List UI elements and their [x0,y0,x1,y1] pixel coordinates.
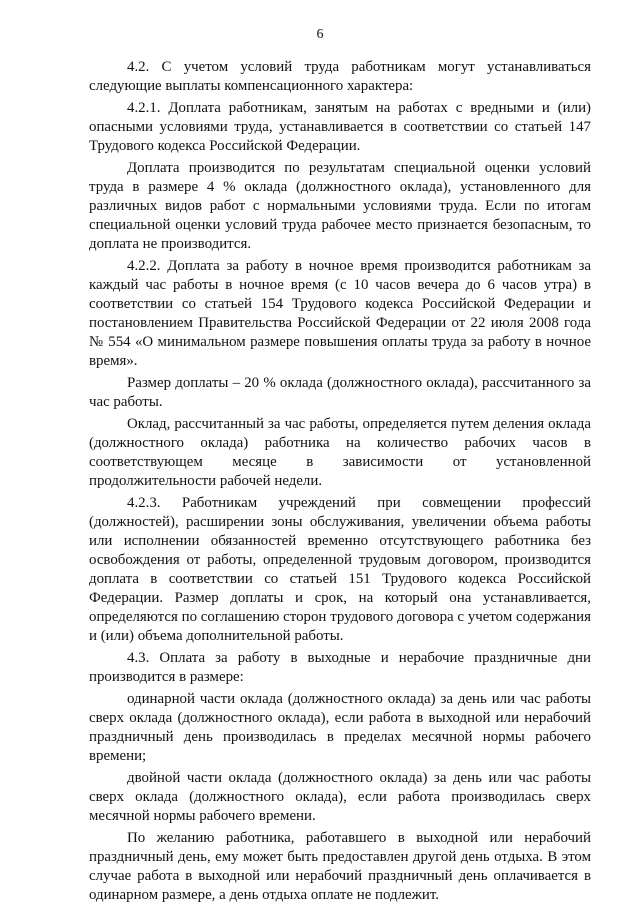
paragraph-special-assessment: Доплата производится по результатам специальной оценки условий труда в размере 4 % оклада (должностного оклада), установленного для различных видов работ с нормальными условиями труда. Если по итогам специальной оценки условий труда рабочее место признается безопасным, то доплата не производится. [89,160,591,252]
paragraph-night-rate: Размер доплаты – 20 % оклада (должностного оклада), рассчитанного за час работы. [89,375,591,410]
paragraph-4-2-3: 4.2.3. Работникам учреждений при совмещении профессий (должностей), расширении зоны обслуживания, увеличении объема работы или исполнении обязанностей временно отсутствующего работника без освобождения от работы, определенной трудовым договором, производится доплата в соответствии со статьей 151 Трудового кодекса Российской Федерации. Размер доплаты и срок, на который она устанавливается, определяются по соглашению сторон трудового договора с учетом содержания и (или) объема дополнительной работы. [89,495,591,644]
paragraph-day-off: По желанию работника, работавшего в выходной или нерабочий праздничный день, ему может быть предоставлен другой день отдыха. В этом случае работа в выходной или нерабочий праздничный день оплачивается в одинарном размере, а день отдыха оплате не подлежит. [89,830,591,903]
paragraph-double-rate: двойной части оклада (должностного оклада) за день или час работы сверх оклада (должностного оклада), если работа производилась сверх месячной нормы рабочего времени. [89,770,591,824]
page-number: 6 [316,27,324,42]
paragraph-4-2-1: 4.2.1. Доплата работникам, занятым на работах с вредными и (или) опасными условиями труда, устанавливается в соответствии со статьей 147 Трудового кодекса Российской Федерации. [89,100,591,154]
paragraph-4-2: 4.2. С учетом условий труда работникам могут устанавливаться следующие выплаты компенсационного характера: [89,59,591,94]
paragraph-single-rate: одинарной части оклада (должностного оклада) за день или час работы сверх оклада (должностного оклада), если работа в выходной или нерабочий праздничный день производилась в пределах месячной нормы рабочего времени; [89,691,591,764]
paragraph-4-3: 4.3. Оплата за работу в выходные и нерабочие праздничные дни производится в размере: [89,650,591,685]
paragraph-4-2-2: 4.2.2. Доплата за работу в ночное время производится работникам за каждый час работы в ночное время (с 10 часов вечера до 6 часов утра) в соответствии со статьей 154 Трудового кодекса Российской Федерации и постановлением Правительства Российской Федерации от 22 июля 2008 года № 554 «О минимальном размере повышения оплаты труда за работу в ночное время». [89,258,591,369]
document-body [89,58,591,908]
paragraph-hourly-salary: Оклад, рассчитанный за час работы, определяется путем деления оклада (должностного оклада) работника на количество рабочих часов в соответствующем месяце в зависимости от установленной продолжительности рабочей недели. [89,416,591,489]
